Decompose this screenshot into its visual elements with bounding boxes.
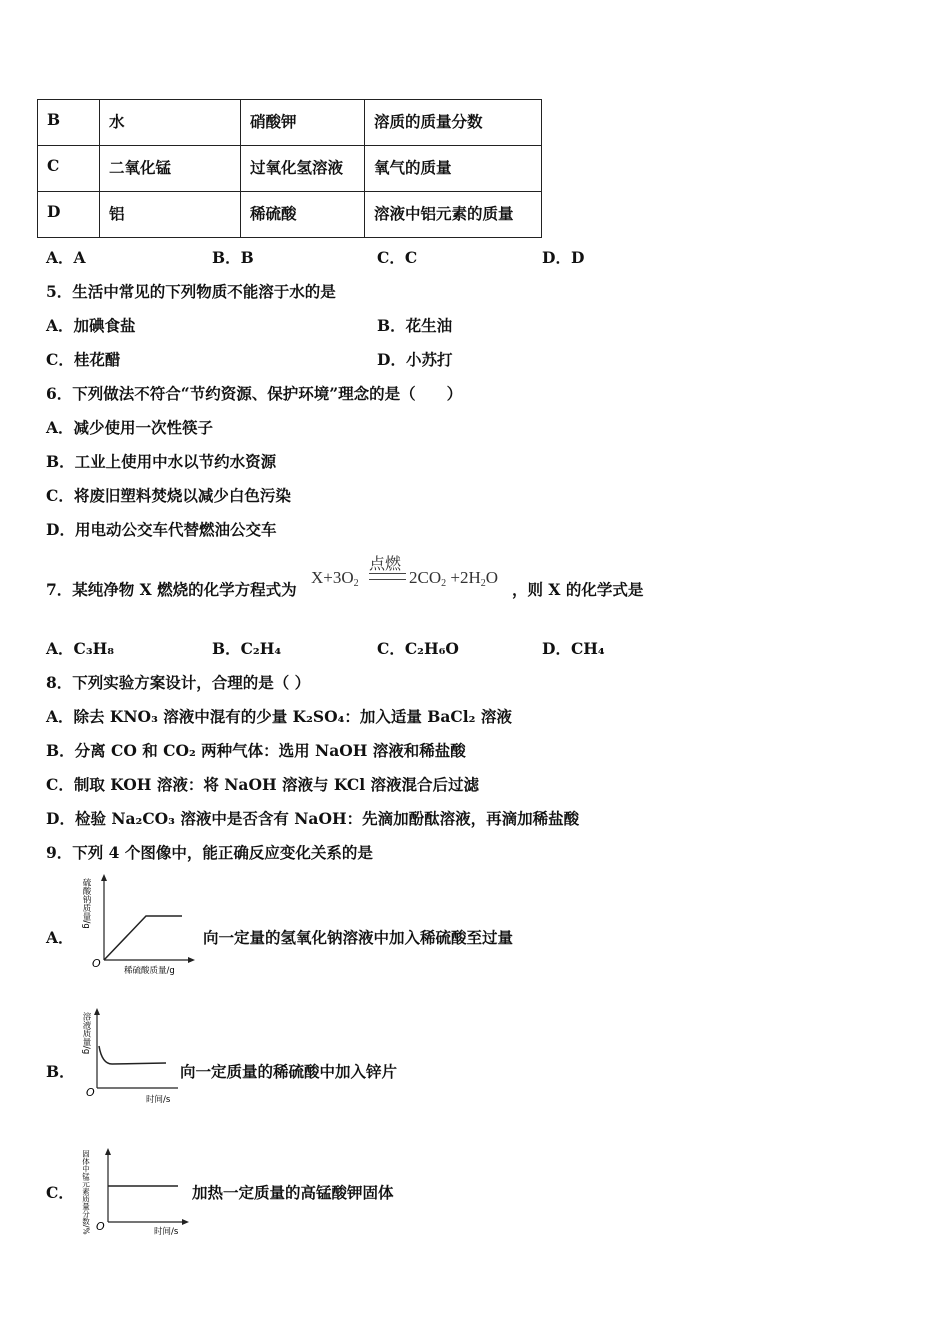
q9-option-c-text: 加热一定质量的高锰酸钾固体 [192, 1183, 394, 1202]
origin-label: O [96, 1220, 105, 1233]
chemical-equation: $X+3O_2$ [311, 568, 359, 589]
q7-stem-end: ，则 X 的化学式是 [512, 580, 644, 599]
q6-option-d: D．用电动公交车代替燃油公交车 [46, 520, 277, 539]
q4-option-b: B．B [212, 248, 254, 267]
chemical-equation-products: $2CO_2 +2H_2O$ [409, 568, 499, 589]
cell: 稀硫酸 [241, 192, 365, 238]
q4-option-a: A．A [46, 248, 86, 267]
q8-option-c: C．制取 KOH 溶液：将 NaOH 溶液与 KCl 溶液混合后过滤 [46, 775, 480, 794]
q4-option-c: C．C [377, 248, 418, 267]
q6-option-b: B．工业上使用中水以节约水资源 [46, 452, 277, 471]
graph-a [80, 872, 200, 977]
cell: 溶质的质量分数 [365, 100, 542, 146]
cell: 溶液中铝元素的质量 [365, 192, 542, 238]
q9-option-a-text: 向一定量的氢氧化钠溶液中加入稀硫酸至过量 [203, 928, 514, 947]
options-table [37, 99, 542, 238]
cell: 二氧化锰 [100, 146, 241, 192]
q9-option-a-label: A． [46, 928, 74, 947]
q7-option-b: B．C₂H₄ [212, 639, 282, 658]
curve [104, 916, 182, 960]
cell: 过氧化氢溶液 [241, 146, 365, 192]
q9-stem: 9．下列 4 个图像中，能正确反应变化关系的是 [46, 843, 373, 862]
origin-label: O [92, 957, 101, 970]
q9-option-b-text: 向一定质量的稀硫酸中加入锌片 [180, 1062, 398, 1081]
q6-option-c: C．将废旧塑料焚烧以减少白色污染 [46, 486, 291, 505]
q7-option-a: A．C₃H₈ [46, 639, 115, 658]
q9-option-b-label: B． [46, 1062, 75, 1081]
q5-option-b: B．花生油 [377, 316, 453, 335]
x-axis-arrow [188, 957, 195, 963]
table-row [38, 192, 542, 238]
graph-b [78, 1006, 198, 1106]
cell: 氧气的质量 [365, 146, 542, 192]
reaction-condition: 点燃 [369, 556, 402, 573]
x-axis-label: 时间/s [154, 1227, 179, 1237]
row-label: C [38, 146, 100, 192]
y-axis-arrow [105, 1148, 111, 1155]
x-axis-label: 稀硫酸质量/g [124, 966, 175, 976]
row-label: D [38, 192, 100, 238]
q5-stem: 5．生活中常见的下列物质不能溶于水的是 [46, 282, 336, 301]
x-axis-label: 时间/s [146, 1095, 171, 1105]
q5-option-d: D．小苏打 [377, 350, 453, 369]
q5-option-a: A．加碘食盐 [46, 316, 136, 335]
cell: 铝 [100, 192, 241, 238]
q8-option-a: A．除去 KNO₃ 溶液中混有的少量 K₂SO₄：加入适量 BaCl₂ 溶液 [46, 707, 512, 726]
origin-label: O [86, 1086, 95, 1099]
q7-stem: 7．某纯净物 X 燃烧的化学方程式为 [46, 580, 297, 599]
q6-stem: 6．下列做法不符合“节约资源、保护环境”理念的是（ ） [46, 384, 463, 403]
graph-c [78, 1146, 198, 1238]
cell: 水 [100, 100, 241, 146]
q4-option-d: D．D [542, 248, 585, 267]
q8-option-d: D．检验 Na₂CO₃ 溶液中是否含有 NaOH：先滴加酚酞溶液，再滴加稀盐酸 [46, 809, 580, 828]
q7-option-d: D．CH₄ [542, 639, 605, 658]
q7-option-c: C．C₂H₆O [377, 639, 459, 658]
q5-option-c: C．桂花醋 [46, 350, 121, 369]
equals-sign [369, 573, 406, 580]
y-axis-label: 固体中锰元素质量分数/% [81, 1150, 91, 1235]
table-row [38, 146, 542, 192]
y-axis-arrow [101, 874, 107, 881]
curve [99, 1046, 166, 1064]
q8-option-b: B．分离 CO 和 CO₂ 两种气体：选用 NaOH 溶液和稀盐酸 [46, 741, 466, 760]
q8-stem: 8．下列实验方案设计，合理的是（ ） [46, 673, 311, 692]
cell: 硝酸钾 [241, 100, 365, 146]
y-axis-label: 硫酸钠质量/g [81, 878, 91, 929]
y-axis-label: 溶液质量/g [81, 1012, 91, 1055]
row-label: B [38, 100, 100, 146]
x-axis-arrow [182, 1219, 189, 1225]
y-axis-arrow [94, 1008, 100, 1015]
q6-option-a: A．减少使用一次性筷子 [46, 418, 214, 437]
table-row [38, 100, 542, 146]
q9-option-c-label: C． [46, 1183, 74, 1202]
